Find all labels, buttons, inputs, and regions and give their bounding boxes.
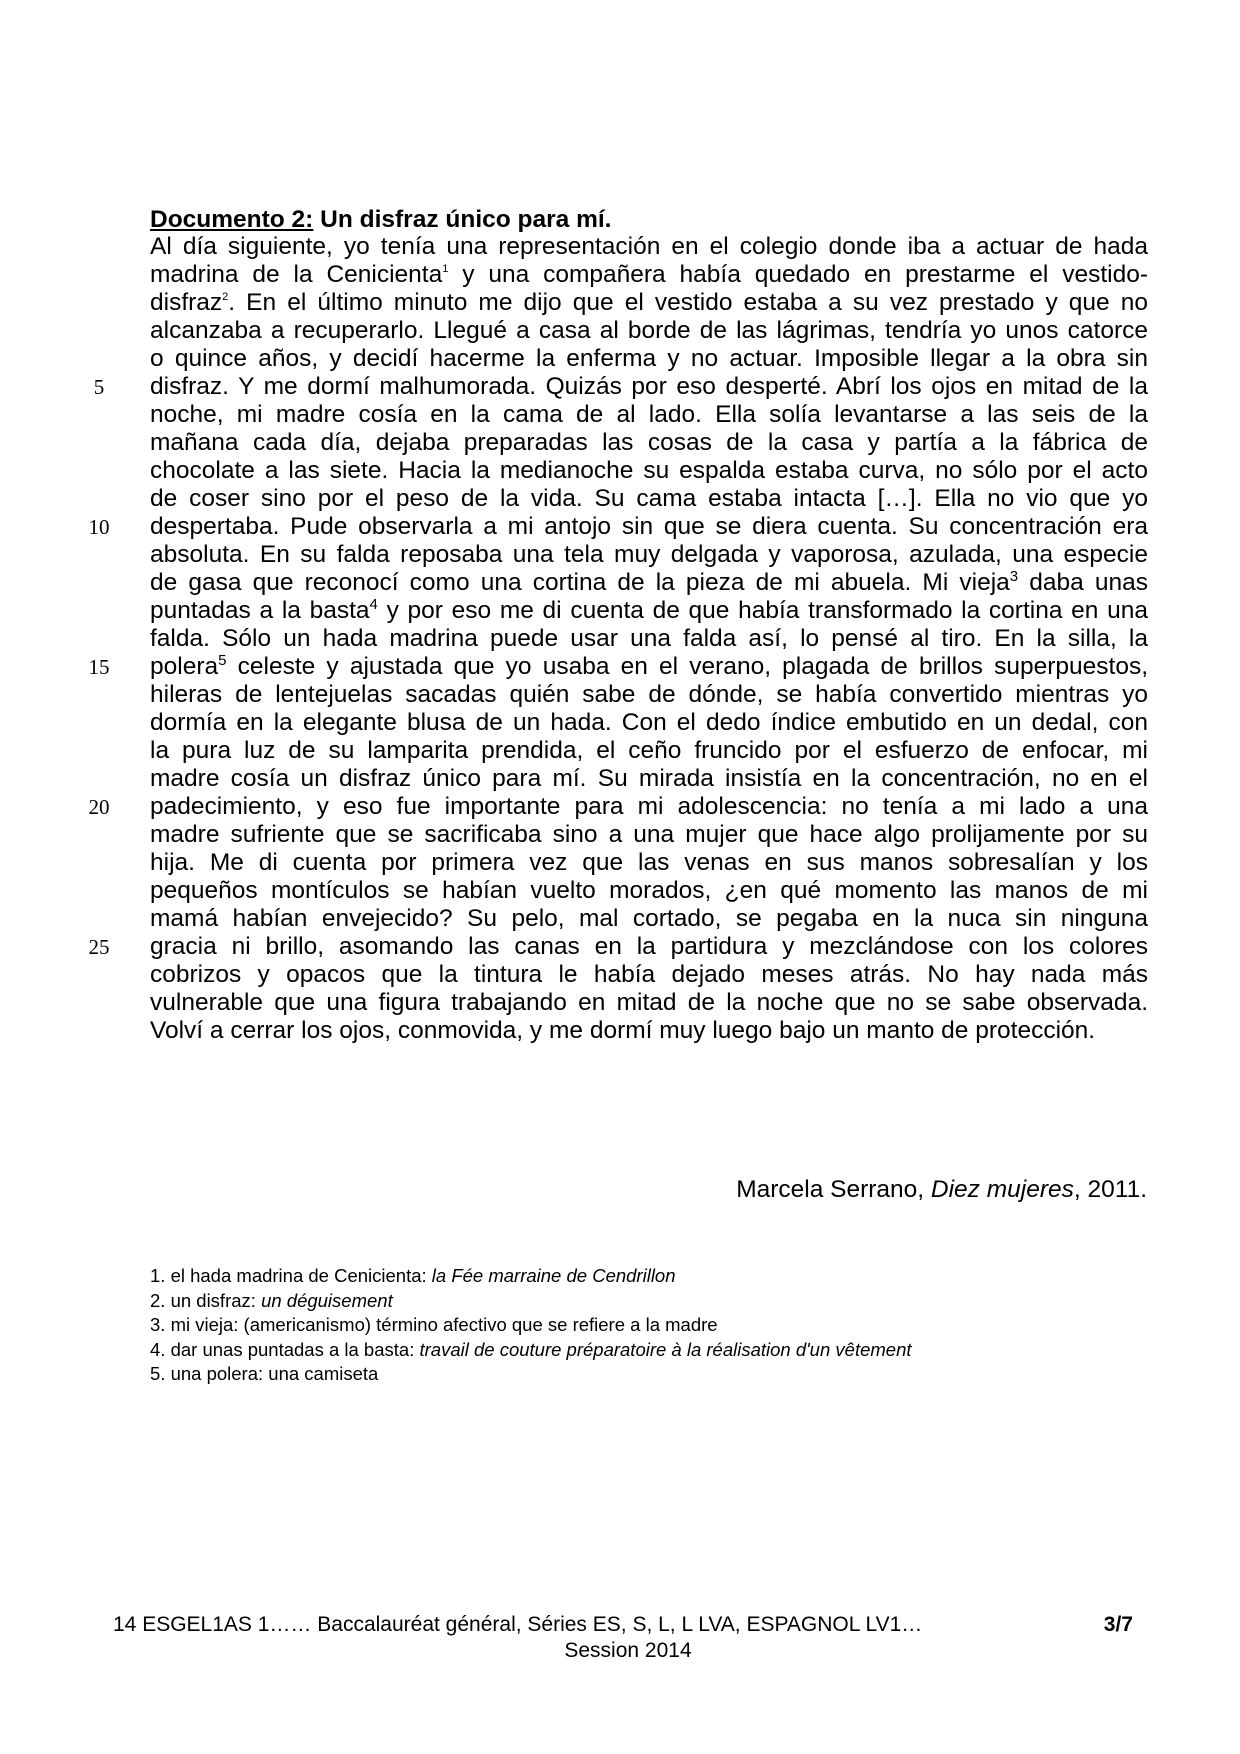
passage-line: disfraz$^2$. En el último minuto me dijo que el vestido estaba a su vez prestado y que no [150, 289, 1148, 316]
passage-line: mañana cada día, dejaba preparadas las cosas de la casa y partía a la fábrica de [150, 429, 1148, 456]
passage-line: padecimiento, y eso fue importante para mi adolescencia: no tenía a mi lado a una [150, 793, 1148, 820]
passage-line: Volví a cerrar los ojos, conmovida, y me dormí muy luego bajo un manto de protección. [150, 1017, 1096, 1044]
line-number: 10 [88, 515, 110, 539]
passage-line: disfraz. Y me dormí malhumorada. Quizás por eso desperté. Abrí los ojos en mitad de la [150, 373, 1148, 400]
page-number: 3/7 [1103, 1613, 1133, 1636]
passage-line: alcanzaba a recuperarlo. Llegué a casa al borde de las lágrimas, tendría yo unos catorce [150, 317, 1148, 344]
footnote-ref: 5 [218, 652, 227, 669]
passage-line: cobrizos y opacos que la tintura le había dejado meses atrás. No hay nada más [150, 961, 1148, 988]
passage-line: de gasa que reconocí como una cortina de la pieza de mi abuela. Mi vieja$^3$ daba unas [150, 568, 1148, 596]
footnote: 4. dar unas puntadas a la basta: travail de couture préparatoire à la réalisation d'un vêtement [150, 1338, 912, 1360]
footnote-ref: 2 [222, 291, 229, 303]
document-title: Un disfraz único para mí. [313, 206, 612, 233]
passage-line: polera$^5$ celeste y ajustada que yo usaba en el verano, plagada de brillos superpuestos, [150, 652, 1148, 680]
passage-line: Al día siguiente, yo tenía una representación en el colegio donde iba a actuar de hada [150, 233, 1148, 260]
passage-line: vulnerable que una figura trabajando en mitad de la noche que no se sabe observada. [150, 989, 1148, 1016]
footnote-ref: 3 [1009, 568, 1019, 585]
line-number: 25 [88, 935, 110, 959]
line-number: 20 [88, 795, 110, 819]
passage-line: puntadas a la basta$^4$ y por eso me di cuenta de que había transformado la cortina en una [150, 596, 1148, 624]
passage-line: mamá habían envejecido? Su pelo, mal cortado, se pegaba en la nuca sin ninguna [150, 905, 1148, 932]
exam-code: 14 ESGEL1AS 1…… Baccalauréat général, Séries ES, S, L, L LVA, ESPAGNOL LV1… [113, 1613, 923, 1636]
passage-line: hija. Me di cuenta por primera vez que las venas en sus manos sobresalían y los [150, 849, 1148, 876]
passage-line: hileras de lentejuelas sacadas quién sabe de dónde, se había convertido mientras yo [150, 681, 1148, 708]
footnote: 5. una polera: una camiseta [150, 1363, 379, 1384]
document-heading [150, 206, 611, 234]
passage-line: dormía en la elegante blusa de un hada. Con el dedo índice embutido en un dedal, con [150, 709, 1148, 736]
session-label: Session 2014 [564, 1639, 692, 1662]
document-label: Documento 2: [150, 206, 314, 233]
source-author: Marcela Serrano, [736, 1176, 931, 1203]
passage-line: chocolate a las siete. Hacia la medianoche su espalda estaba curva, no sólo por el acto [150, 457, 1148, 484]
source-work: Diez mujeres [930, 1176, 1074, 1203]
passage-line: absoluta. En su falda reposaba una tela muy delgada y vaporosa, azulada, una especie [150, 541, 1148, 568]
footnote: 2. un disfraz: un déguisement [150, 1289, 393, 1311]
passage-line: despertaba. Pude observarla a mi antojo sin que se diera cuenta. Su concentración era [150, 513, 1148, 540]
passage-line: pequeños montículos se habían vuelto morados, ¿en qué momento las manos de mi [150, 877, 1148, 904]
footnote-ref: 4 [369, 596, 378, 613]
footnote-ref: 1 [442, 263, 449, 275]
passage-line: de coser sino por el peso de la vida. Su cama estaba intacta […]. Ella no vio que yo [150, 485, 1148, 512]
passage-line: madre cosía un disfraz único para mí. Su mirada insistía en la concentración, no en el [150, 765, 1148, 792]
footnotes [150, 1264, 912, 1387]
passage-line: gracia ni brillo, asomando las canas en la partidura y mezclándose con los colores [150, 933, 1148, 960]
passage-line: noche, mi madre cosía en la cama de al lado. Ella solía levantarse a las seis de la [150, 401, 1148, 428]
passage-line: madrina de la Cenicienta$^1$ y una compañera había quedado en prestarme el vestido- [150, 261, 1148, 288]
passage-line: la pura luz de su lamparita prendida, el ceño fruncido por el esfuerzo de enfocar, mi [150, 737, 1148, 764]
line-number: 5 [93, 375, 105, 399]
passage-line: madre sufriente que se sacrificaba sino a una mujer que hace algo prolijamente por su [150, 821, 1148, 848]
footnote: 3. mi vieja: (americanismo) término afectivo que se refiere a la madre [150, 1314, 718, 1335]
passage-line: falda. Sólo un hada madrina puede usar una falda así, lo pensé al tiro. En la silla, la [150, 625, 1148, 652]
passage-line: o quince años, y decidí hacerme la enferma y no actuar. Imposible llegar a la obra sin [150, 345, 1148, 372]
source-citation [736, 1176, 1147, 1204]
line-number: 15 [88, 655, 110, 679]
footnote: 1. el hada madrina de Cenicienta: la Fée marraine de Cendrillon [150, 1265, 676, 1286]
source-year: , 2011. [1073, 1176, 1147, 1203]
